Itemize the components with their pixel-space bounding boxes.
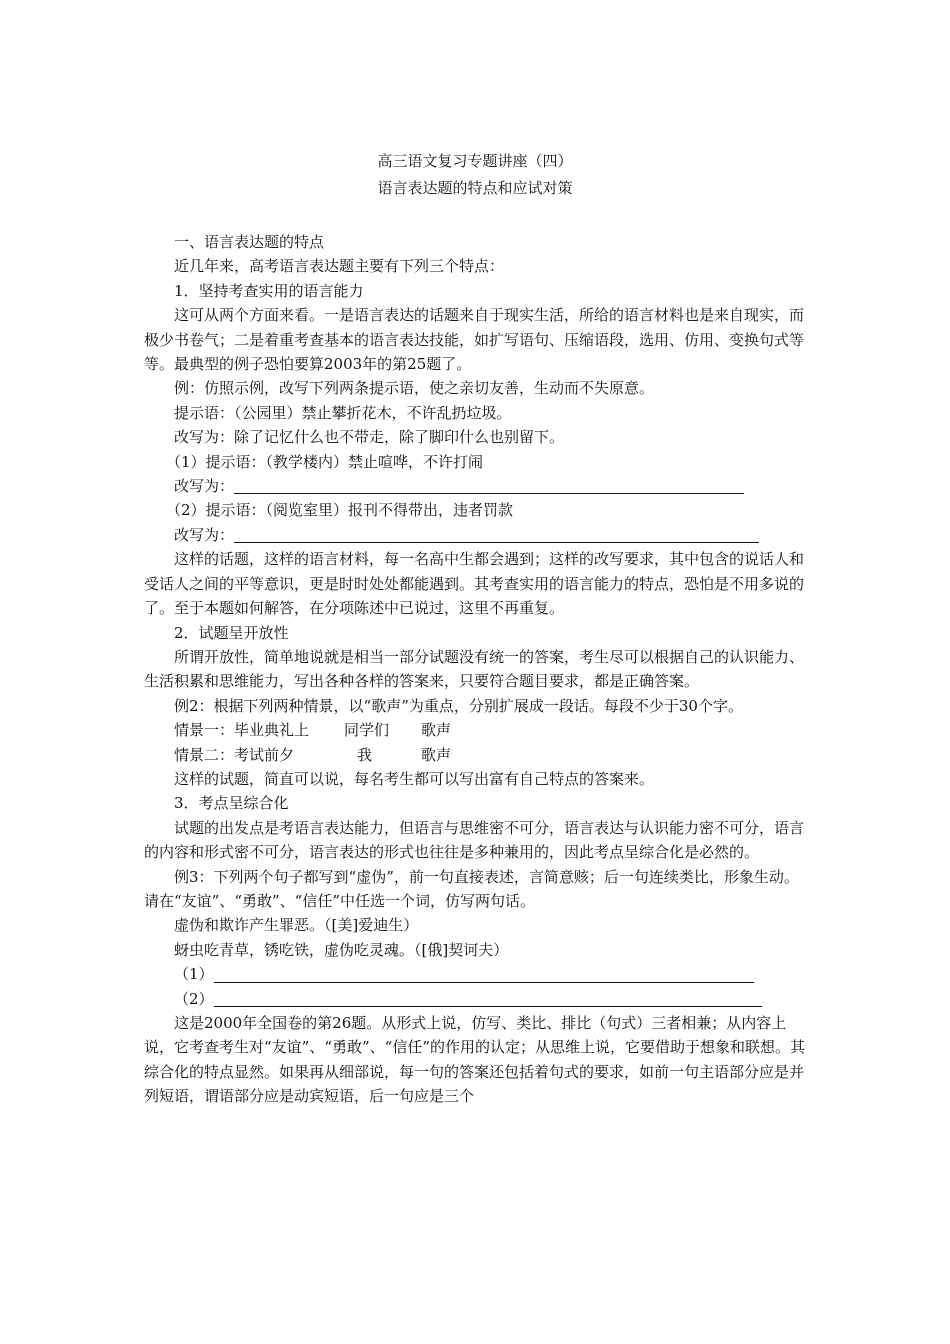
subsection-heading: 2．试题呈开放性 [174,623,289,642]
example-question: 例：仿照示例，改写下列两条提示语，使之亲切友善，生动而不失原意。 [174,379,655,398]
example-question: 例2：根据下列两种情景，以“歌声”为重点，分别扩展成一段话。每段不少于30个字。 [174,696,743,715]
document-body [144,230,812,1109]
paragraph: 这样的话题，这样的语言材料，每一名高中生都会遇到；这样的改写要求，其中包含的说话人和受话人之间的平等意识，更是时时处处都能遇到。其考查实用的语言能力的特点，恐怕是不用多说的了。至于本题如何解答，在分项陈述中已说过，这里不再重复。 [144,550,805,618]
example-item: （1）提示语：（教学楼内）禁止喧哗，不许打闹 [166,452,484,471]
answer-label: （1） [174,965,214,984]
paragraph: 这可从两个方面来看。一是语言表达的话题来自于现实生活，所给的语言材料也是来自现实，而极少书卷气；二是着重考查基本的语言表达技能，如扩写语句、压缩语段，选用、仿用、变换句式等等。最典型的例子恐怕要算2003年的第25题了。 [144,306,805,374]
paragraph: 近几年来，高考语言表达题主要有下列三个特点： [174,257,505,276]
answer-line [144,987,812,1011]
section-heading: 一、语言表达题的特点 [174,233,325,251]
scene-line [144,743,812,767]
answer-line [144,523,812,547]
document-title: 高三语文复习专题讲座（四） [377,152,573,170]
scene-line [144,718,812,742]
scene-item: 歌声 [421,721,452,740]
paragraph: 这是2000年全国卷的第26题。从形式上说，仿写、类比、排比（句式）三者相兼；从内容上说，它考查考生对“友谊”、“勇敢”、“信任”的作用的认定；从思维上说，它要借助于想象和联想。其综合化的特点显然。如果再从细部说，每一句的答案还包括着句式的要求，如前一句主语部分应是并列短语，谓语部分应是动宾短语，后一句应是三个 [144,1014,806,1106]
answer-label: （2） [174,989,214,1008]
example-item: （2）提示语：（阅览室里）报刊不得带出，违者罚款 [166,501,514,520]
quote: 虚伪和欺诈产生罪恶。（[美]爱迪生） [174,916,419,935]
scene-item: 同学们 [344,721,390,740]
document-subtitle: 语言表达题的特点和应试对策 [377,179,573,197]
answer-line [144,474,812,498]
example-rewrite: 改写为：除了记忆什么也不带走，除了脚印什么也别留下。 [174,428,565,447]
blank-line [234,477,744,494]
paragraph: 这样的试题，简直可以说，每名考生都可以写出富有自己特点的答案来。 [174,769,655,788]
paragraph: 试题的出发点是考语言表达能力，但语言与思维密不可分，语言表达与认识能力密不可分，语言的内容和形式密不可分，语言表达的形式也往往是多种兼用的，因此考点呈综合化是必然的。 [144,818,805,862]
example-hint: 提示语：（公园里）禁止攀折花木，不许乱扔垃圾。 [174,403,512,422]
paragraph: 所谓开放性，简单地说就是相当一部分试题没有统一的答案，考生尽可以根据自己的认识能力、生活积累和思维能力，写出各种各样的答案来，只要符合题目要求，都是正确答案。 [144,647,805,691]
example-question: 例3：下列两个句子都写到“虚伪”，前一句直接表述，言简意赅；后一句连续类比，形象生动。请在“友谊”、“勇敢”、“信任”中任选一个词，仿写两句话。 [144,867,799,910]
rewrite-label: 改写为： [174,477,235,496]
rewrite-label: 改写为： [174,525,235,544]
scene-item: 我 [357,745,373,764]
scene-item: 歌声 [421,745,452,764]
scene-label: 情景二：考试前夕 [174,745,295,764]
blank-line [234,526,759,543]
answer-line [144,962,812,986]
subsection-heading: 3．考点呈综合化 [174,794,289,813]
blank-line [214,966,754,983]
blank-line [214,990,762,1007]
subsection-heading: 1．坚持考查实用的语言能力 [174,281,364,300]
quote: 蚜虫吃青草，锈吃铁，虚伪吃灵魂。（[俄]契诃夫） [174,940,509,959]
scene-label: 情景一：毕业典礼上 [174,721,310,740]
